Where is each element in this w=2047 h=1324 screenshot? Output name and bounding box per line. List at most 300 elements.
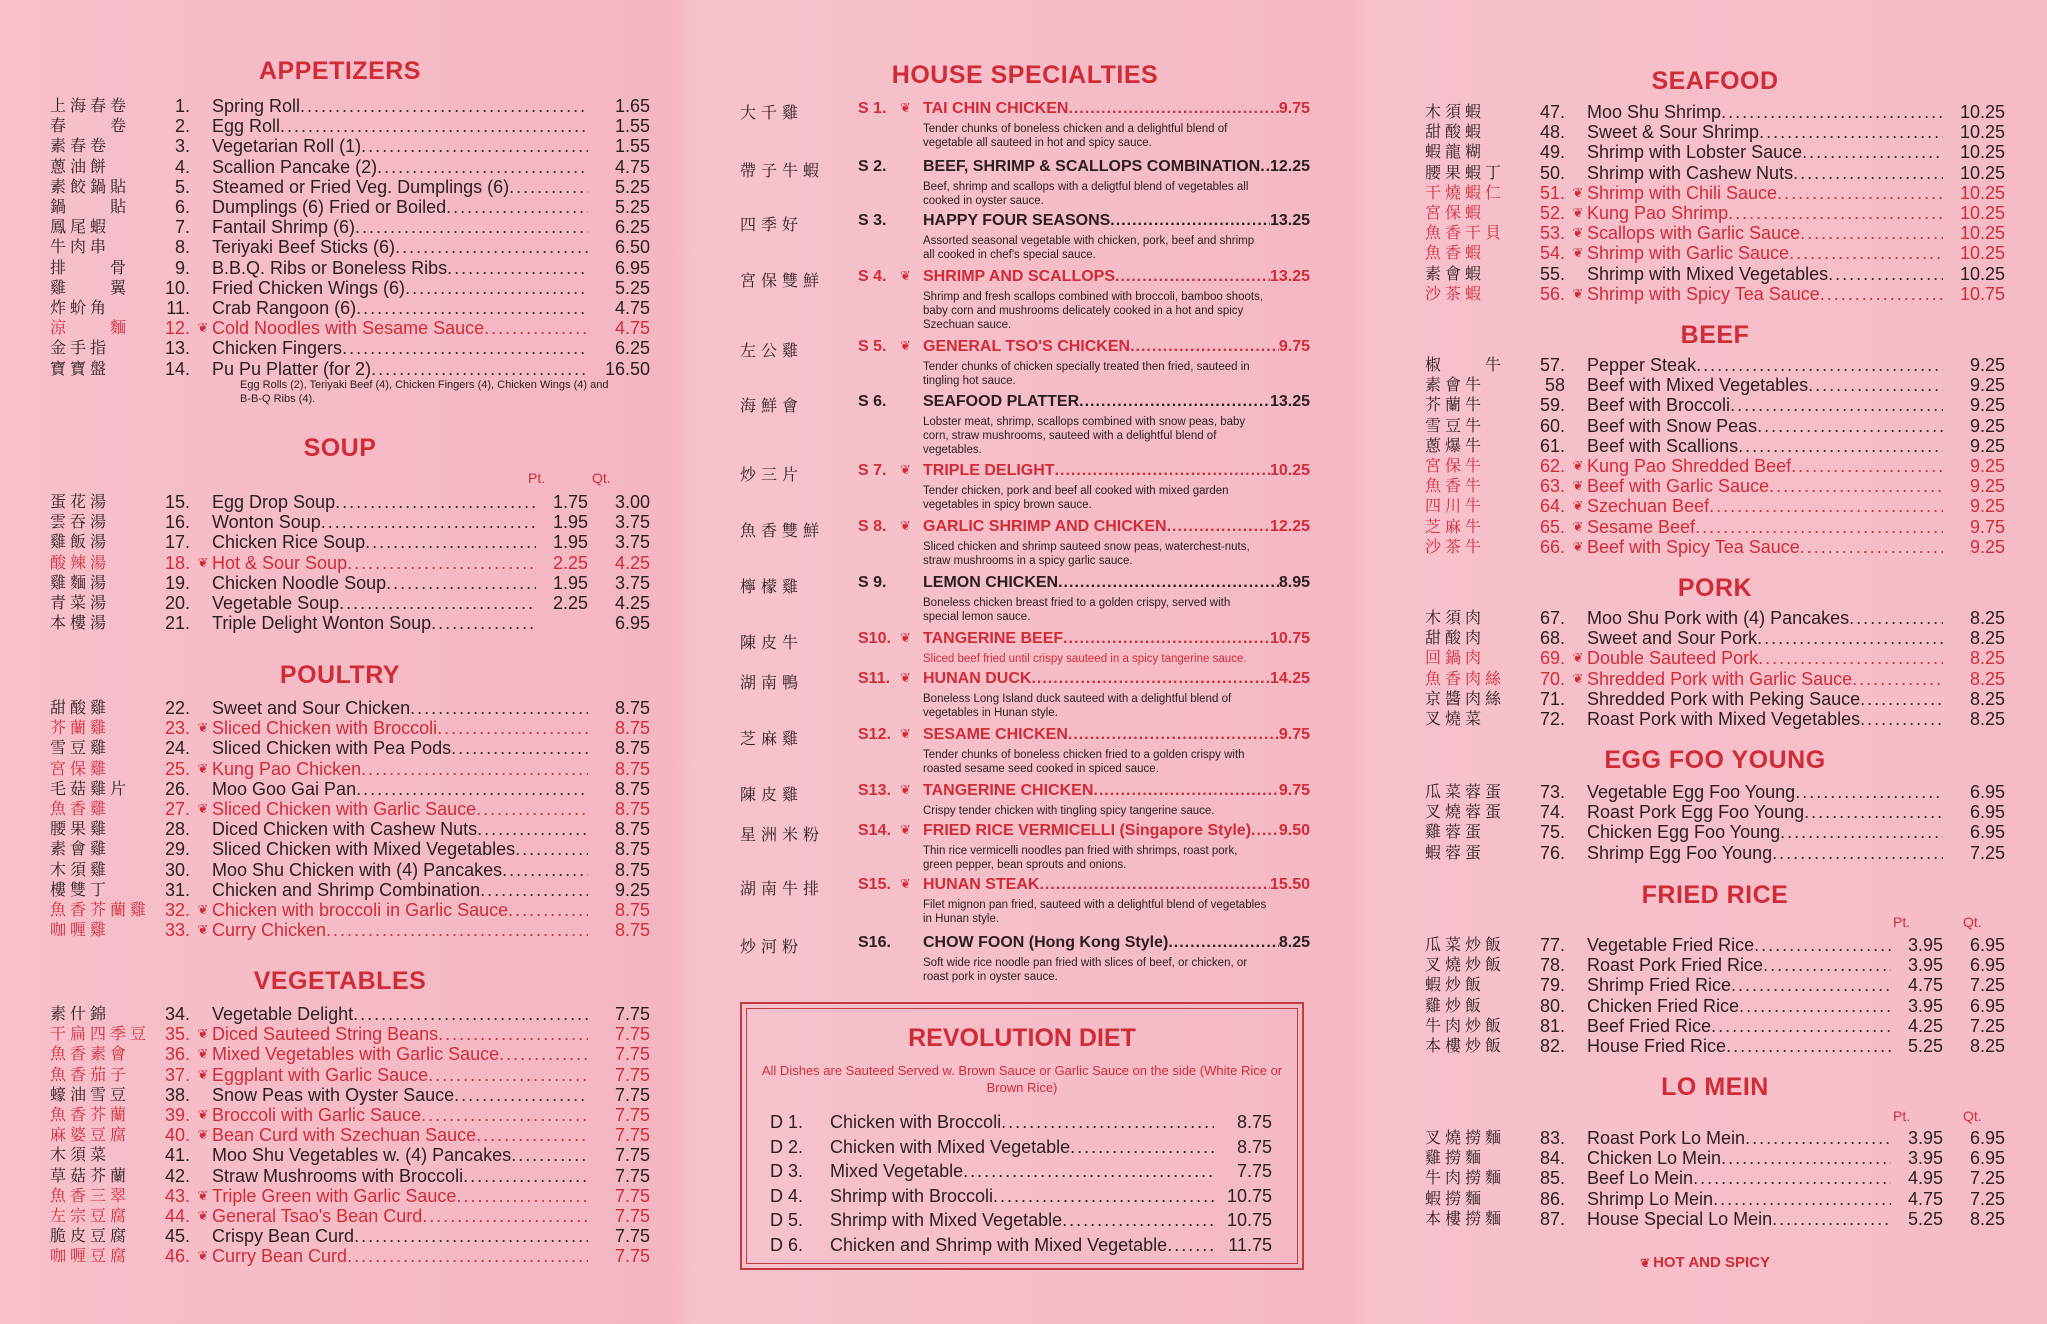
menu-item-row: [50, 738, 650, 758]
item-price: 7.75: [614, 1145, 650, 1166]
specialty-price: 9.75: [1278, 782, 1310, 799]
menu-item-row: [1425, 843, 2005, 863]
item-name: Vegetable Fried Rice: [1587, 935, 1755, 955]
quart-price: 6.95: [1969, 1148, 2005, 1169]
item-price: 8.75: [614, 698, 650, 718]
chinese-name: 芝麻牛: [1425, 516, 1486, 536]
item-price: 10.25: [1959, 243, 2005, 264]
menu-item-row: [1425, 163, 2005, 183]
item-name: Chicken with broccoli in Garlic Sauce: [212, 900, 509, 920]
item-price: 7.75: [614, 1044, 650, 1065]
specialty-description: Tender chunks of boneless chicken and a delightful blend of vegetable all sauteed in hot and spicy sauce.: [923, 123, 1228, 149]
diet-name: Shrimp with Broccoli: [830, 1185, 994, 1206]
chinese-name: 檸檬雞: [740, 577, 804, 596]
dot-leader: [509, 177, 588, 197]
item-price: 10.25: [1959, 263, 2005, 284]
item-number: 51.: [1539, 182, 1565, 203]
item-number: 38.: [164, 1084, 190, 1105]
chinese-name: 甜酸雞: [50, 698, 111, 717]
chinese-name: 左公雞: [740, 341, 804, 360]
item-name: Dumplings (6) Fried or Boiled: [212, 197, 447, 217]
menu-item-row: [50, 157, 650, 177]
specialty-description: Boneless chicken breast fried to a golden crispy, served with special lemon sauce.: [923, 597, 1231, 623]
chinese-name: 瓜菜炒飯: [1425, 935, 1506, 954]
pint-price: 4.25: [1907, 1015, 1943, 1036]
menu-item-row: [1425, 476, 2005, 496]
diet-code: D 1.: [770, 1112, 804, 1132]
item-name: Pu Pu Platter (for 2): [212, 358, 372, 379]
item-name: Vegetable Soup: [212, 593, 340, 613]
specialty-price: 8.25: [1278, 934, 1310, 951]
item-price: 8.75: [614, 738, 650, 759]
item-number: 13.: [164, 338, 190, 359]
specialty-name-line: [923, 782, 1310, 800]
item-name: Double Sauteed Pork: [1587, 648, 1759, 669]
item-number: 43.: [164, 1185, 190, 1206]
pepper-icon: [194, 839, 212, 859]
item-price: 10.25: [1959, 182, 2005, 203]
pepper-icon: ❦: [197, 320, 209, 336]
item-number: 19.: [164, 572, 190, 593]
pint-price: 2.25: [552, 593, 588, 613]
dot-leader: [353, 1004, 588, 1024]
diet-item-row: [770, 1137, 1272, 1159]
specialty-description: Assorted seasonal vegetable with chicken, pork, beef and shrimp all cooked in chef's special sauce.: [923, 235, 1255, 261]
specialty-name: CHOW FOON (Hong Kong Style): [923, 934, 1169, 951]
chinese-name: 湖南牛排: [740, 879, 825, 898]
menu-item-row: [50, 1166, 650, 1186]
menu-item-row: [50, 920, 650, 940]
pepper-icon: [1569, 935, 1587, 955]
item-name: Roast Pork Fried Rice: [1587, 955, 1764, 976]
chinese-name: 陳皮雞: [740, 785, 804, 804]
item-name: Sesame Beef: [1587, 516, 1696, 537]
item-name: Chicken and Shrimp Combination: [212, 879, 481, 900]
item-price: 9.25: [1969, 456, 2005, 476]
dot-leader: [1791, 456, 1943, 476]
pepper-icon: [1569, 1209, 1587, 1229]
item-price: 8.25: [1969, 668, 2005, 689]
pepper-icon: ❦: [1640, 1256, 1651, 1270]
item-number: 86.: [1539, 1188, 1565, 1209]
menu-item-row: [1425, 264, 2005, 284]
specialty-name: SESAME CHICKEN: [923, 726, 1068, 743]
quart-price: 8.25: [1969, 1036, 2005, 1056]
quart-price: 6.95: [1969, 995, 2005, 1016]
chinese-name: 金手指: [50, 338, 111, 358]
specialty-number: S14.: [858, 822, 891, 839]
item-price: 7.75: [614, 1004, 650, 1024]
item-price: 10.25: [1959, 162, 2005, 183]
pepper-icon: [194, 779, 212, 799]
item-price: 4.75: [614, 156, 650, 177]
chinese-name: 寶寶盤: [50, 358, 111, 378]
item-name: Eggplant with Garlic Sauce: [212, 1064, 429, 1085]
chinese-name: 雞飯湯: [50, 532, 111, 552]
item-price: 6.95: [614, 257, 650, 278]
pepper-icon: [1569, 1189, 1587, 1209]
pint-price: 3.95: [1907, 935, 1943, 955]
item-price: 8.75: [614, 718, 650, 739]
pint-price: 3.95: [1907, 1128, 1943, 1148]
soup-pt-label: Pt.: [528, 470, 546, 486]
item-number: 28.: [164, 819, 190, 840]
dot-leader: [405, 278, 588, 298]
specialty-number: S 6.: [858, 393, 887, 410]
item-number: 64.: [1539, 496, 1565, 517]
specialty-name-line: [923, 462, 1310, 480]
dot-leader: [447, 258, 588, 278]
item-price: 16.50: [604, 358, 650, 379]
chinese-name: 木須蝦: [1425, 102, 1486, 121]
pepper-icon: [1569, 955, 1587, 975]
diet-name: Mixed Vegetable: [830, 1161, 964, 1181]
item-number: 17.: [164, 532, 190, 553]
dot-leader: [1721, 102, 1943, 122]
item-name: Scallops with Garlic Sauce: [1587, 223, 1801, 244]
item-number: 78.: [1539, 955, 1565, 976]
specialty-price: 9.50: [1278, 822, 1310, 839]
item-name: Vegetable Egg Foo Young: [1587, 782, 1796, 802]
item-price: 10.25: [1959, 203, 2005, 223]
item-price: 7.75: [614, 1246, 650, 1267]
chinese-name: 木須肉: [1425, 608, 1486, 627]
menu-item-row: [50, 197, 650, 217]
specialty-name-line: [923, 822, 1310, 840]
item-number: 65.: [1539, 516, 1565, 537]
quart-price: 4.25: [614, 593, 650, 613]
dot-leader: [386, 573, 536, 593]
chinese-name: 鍋 貼: [50, 197, 131, 216]
chinese-name: 草菇芥蘭: [50, 1165, 131, 1185]
item-name: B.B.Q. Ribs or Boneless Ribs: [212, 257, 448, 278]
item-price: 4.75: [614, 298, 650, 318]
quart-price: 7.25: [1969, 1015, 2005, 1036]
chinese-name: 素會雞: [50, 839, 111, 859]
pepper-icon: [1569, 163, 1587, 183]
egg-foo-young-heading: EGG FOO YOUNG: [1604, 746, 1826, 774]
dot-leader: [484, 318, 588, 338]
pepper-icon: [194, 359, 212, 379]
dot-leader: [1820, 284, 1943, 304]
soup-qt-label: Qt.: [592, 470, 611, 486]
pepper-icon: ❦: [197, 1127, 209, 1143]
dot-leader: [355, 217, 588, 237]
item-name: Sliced Chicken with Garlic Sauce: [212, 799, 477, 819]
chinese-name: 左宗豆腐: [50, 1206, 131, 1225]
pint-price: 5.25: [1907, 1208, 1943, 1229]
item-name: Roast Pork with Mixed Vegetables: [1587, 709, 1861, 729]
chinese-name: 炒三片: [740, 465, 804, 484]
item-number: 36.: [164, 1044, 190, 1065]
dot-leader: [1115, 268, 1270, 286]
dot-leader: [280, 116, 588, 136]
item-price: 7.75: [614, 1024, 650, 1045]
pepper-icon: ❦: [900, 100, 911, 115]
pepper-icon: [1569, 122, 1587, 142]
dot-leader: [1167, 1235, 1214, 1257]
item-name: Shrimp with Garlic Sauce: [1587, 243, 1790, 264]
menu-item-row: [50, 512, 650, 532]
specialty-price: 10.75: [1269, 630, 1310, 647]
menu-item-row: [50, 779, 650, 799]
menu-item-row: [50, 799, 650, 819]
dot-leader: [1852, 669, 1943, 689]
pepper-icon: [1569, 395, 1587, 415]
diet-item-row: [770, 1112, 1272, 1134]
dot-leader: [480, 880, 588, 900]
item-name: Mixed Vegetables with Garlic Sauce: [212, 1044, 500, 1065]
chinese-name: 叉燒炒飯: [1425, 955, 1506, 975]
specialty-number: S15.: [858, 876, 891, 893]
item-price: 9.25: [1969, 496, 2005, 517]
chinese-name: 回鍋肉: [1425, 648, 1486, 668]
chinese-name: 雞炒飯: [1425, 995, 1486, 1015]
menu-item-row: [50, 698, 650, 718]
pepper-icon: [1569, 142, 1587, 162]
specialty-name: TAI CHIN CHICKEN: [923, 100, 1069, 117]
dot-leader: [1696, 355, 1943, 375]
item-number: 79.: [1539, 975, 1565, 996]
item-price: 8.75: [614, 819, 650, 840]
chinese-name: 甜酸蝦: [1425, 122, 1486, 142]
item-price: 8.75: [614, 778, 650, 799]
specialty-name: TANGERINE BEEF: [923, 630, 1064, 647]
specialty-description: Thin rice vermicelli noodles pan fried with shrimps, roast pork, green pepper, bean sprouts and onions.: [923, 845, 1238, 871]
quart-price: 6.95: [614, 613, 650, 634]
menu-item-row: [50, 1125, 650, 1145]
chinese-name: 牛肉串: [50, 237, 111, 257]
dot-leader: [446, 197, 588, 217]
chinese-name: 排 骨: [50, 257, 131, 277]
pint-price: 1.95: [552, 512, 588, 533]
specialty-number: S 3.: [858, 212, 887, 229]
menu-item-row: [50, 1226, 650, 1246]
specialty-name-line: [923, 934, 1310, 952]
diet-item-row: [770, 1235, 1272, 1257]
pepper-icon: [194, 197, 212, 217]
specialty-name: HUNAN DUCK: [923, 670, 1032, 687]
chinese-name: 木須菜: [50, 1145, 111, 1165]
item-name: Shrimp Egg Foo Young: [1587, 842, 1773, 863]
item-name: Diced Sauteed String Beans: [212, 1024, 439, 1045]
item-name: Shrimp Fried Rice: [1587, 975, 1732, 996]
fried-rice-pt-label: Pt.: [1893, 914, 1911, 930]
dot-leader: [1772, 1209, 1891, 1229]
pepper-icon: [1569, 608, 1587, 628]
dot-leader: [1793, 163, 1943, 183]
item-price: 7.75: [614, 1125, 650, 1146]
chinese-name: 素會牛: [1425, 375, 1486, 395]
chinese-name: 魚香蝦: [1425, 243, 1486, 263]
item-price: 8.25: [1969, 608, 2005, 628]
lo-mein-pt-label: Pt.: [1893, 1108, 1911, 1124]
dot-leader: [1800, 223, 1943, 243]
chinese-name: 牛肉撈麵: [1425, 1168, 1506, 1188]
specialty-number: S 2.: [858, 158, 887, 175]
item-name: Steamed or Fried Veg. Dumplings (6): [212, 176, 510, 197]
dot-leader: [1130, 338, 1279, 356]
pepper-icon: ❦: [1572, 205, 1584, 220]
dot-leader: [342, 338, 588, 358]
dot-leader: [1721, 1148, 1891, 1168]
quart-price: 6.95: [1969, 955, 2005, 976]
item-price: 1.65: [614, 96, 650, 116]
chinese-name: 瓜菜蓉蛋: [1425, 782, 1506, 801]
item-price: 6.95: [1969, 802, 2005, 823]
chinese-name: 魚香芥蘭: [50, 1105, 131, 1124]
menu-item-row: [50, 1065, 650, 1085]
chinese-name: 湖南鴨: [740, 673, 804, 692]
chinese-name: 魚香肉絲: [1425, 668, 1506, 688]
item-number: 60.: [1539, 415, 1565, 436]
menu-item-row: [1425, 1148, 2005, 1168]
pepper-icon: [194, 512, 212, 532]
item-number: 42.: [164, 1165, 190, 1186]
chinese-name: 蛋花湯: [50, 492, 111, 511]
menu-item-row: [50, 613, 650, 633]
dot-leader: [511, 1145, 588, 1165]
item-price: 8.75: [614, 799, 650, 819]
specialty-name: FRIED RICE VERMICELLI (Singapore Style): [923, 822, 1252, 839]
dot-leader: [476, 799, 588, 819]
quart-price: 6.95: [1969, 935, 2005, 955]
diet-price: 10.75: [1226, 1210, 1272, 1230]
item-price: 10.25: [1959, 102, 2005, 122]
item-name: Crab Rangoon (6): [212, 298, 357, 318]
specialty-name-line: [923, 574, 1310, 592]
item-name: Shrimp with Chili Sauce: [1587, 182, 1778, 203]
specialty-number: S16.: [858, 934, 891, 951]
dot-leader: [1726, 1036, 1891, 1056]
fried-rice-heading: FRIED RICE: [1641, 881, 1789, 909]
item-name: Sweet & Sour Shrimp: [1587, 122, 1760, 143]
right-panel: [1425, 0, 2005, 1324]
chinese-name: 宮保雙鮮: [740, 271, 825, 290]
item-number: 71.: [1539, 688, 1565, 709]
chinese-name: 叉燒蓉蛋: [1425, 802, 1506, 822]
item-price: 7.75: [614, 1105, 650, 1125]
dot-leader: [1780, 822, 1943, 842]
chinese-name: 樓雙丁: [50, 879, 111, 899]
item-price: 7.25: [1969, 842, 2005, 863]
pepper-icon: [194, 1085, 212, 1105]
item-name: Chicken Fried Rice: [1587, 995, 1740, 1016]
chinese-name: 素會蝦: [1425, 263, 1486, 283]
item-number: 74.: [1539, 802, 1565, 823]
dot-leader: [1062, 1210, 1214, 1232]
pint-price: 3.95: [1907, 955, 1943, 976]
item-name: Scallion Pancake (2): [212, 156, 378, 177]
pepper-icon: ❦: [197, 922, 209, 938]
dot-leader: [1800, 537, 1943, 557]
pepper-icon: ❦: [1572, 225, 1584, 241]
menu-item-row: [1425, 537, 2005, 557]
chinese-name: 咖喱雞: [50, 920, 111, 940]
house-specialties-heading: HOUSE SPECIALTIES: [891, 61, 1159, 89]
diet-item-row: [770, 1210, 1272, 1232]
item-price: 10.25: [1959, 223, 2005, 244]
menu-item-row: [1425, 1016, 2005, 1036]
item-name: Shrimp with Cashew Nuts: [1587, 162, 1794, 183]
item-number: 67.: [1539, 608, 1565, 628]
menu-item-row: [50, 573, 650, 593]
item-number: 57.: [1539, 355, 1565, 375]
dot-leader: [339, 593, 536, 613]
item-number: 77.: [1539, 935, 1565, 955]
dot-leader: [1055, 462, 1270, 480]
item-name: Roast Pork Egg Foo Young: [1587, 802, 1805, 823]
pepper-icon: ❦: [1572, 498, 1584, 514]
menu-item-row: [1425, 802, 2005, 822]
chinese-name: 海鮮會: [740, 396, 804, 415]
specialty-description: Filet mignon pan fried, sauteed with a delightful blend of vegetables in Hunan style.: [923, 899, 1267, 925]
diet-code: D 4.: [770, 1185, 804, 1206]
specialty-name: BEEF, SHRIMP & SCALLOPS COMBINATION: [923, 158, 1261, 175]
menu-item-row: [1425, 142, 2005, 162]
item-number: 1.: [174, 96, 190, 116]
chinese-name: 叉燒撈麵: [1425, 1128, 1506, 1147]
chinese-name: 芥蘭牛: [1425, 395, 1486, 415]
dot-leader: [993, 1186, 1214, 1208]
quart-price: 7.25: [1969, 975, 2005, 996]
dot-leader: [431, 613, 536, 633]
item-number: 55.: [1539, 263, 1565, 284]
item-number: 27.: [164, 799, 190, 819]
dot-leader: [300, 96, 588, 116]
specialty-name-line: [923, 268, 1310, 286]
menu-item-row: [1425, 648, 2005, 668]
chinese-name: 蝦撈麵: [1425, 1188, 1486, 1208]
specialty-number: S 4.: [858, 268, 887, 285]
menu-item-row: [1425, 355, 2005, 375]
specialty-price: 14.25: [1269, 670, 1310, 687]
pepper-icon: [194, 860, 212, 880]
pepper-icon: [194, 278, 212, 298]
dot-leader: [1695, 517, 1943, 537]
pepper-icon: [1569, 628, 1587, 648]
item-price: 9.75: [1969, 516, 2005, 537]
item-name: Szechuan Beef: [1587, 496, 1710, 517]
specialty-name-line: [923, 338, 1310, 356]
menu-item-row: [1425, 935, 2005, 955]
chinese-name: 雪豆牛: [1425, 415, 1486, 435]
item-price: 1.55: [614, 116, 650, 137]
pepper-icon: ❦: [900, 670, 911, 685]
dot-leader: [361, 136, 588, 156]
item-number: 85.: [1539, 1168, 1565, 1189]
chinese-name: 宮保雞: [50, 758, 111, 778]
dot-leader: [1802, 142, 1943, 162]
pint-price: 2.25: [552, 552, 588, 573]
pepper-icon: [194, 157, 212, 177]
dot-leader: [347, 1246, 588, 1266]
item-number: 26.: [164, 778, 190, 799]
item-name: Sliced Chicken with Pea Pods: [212, 738, 452, 759]
item-price: 10.25: [1959, 122, 2005, 143]
item-name: Moo Shu Pork with (4) Pancakes: [1587, 608, 1850, 628]
lo-mein-heading: LO MEIN: [1661, 1073, 1769, 1101]
item-number: 16.: [164, 512, 190, 533]
item-name: House Fried Rice: [1587, 1036, 1727, 1056]
item-price: 6.50: [614, 237, 650, 258]
specialty-name: LEMON CHICKEN: [923, 574, 1059, 591]
item-name: Moo Shu Shrimp: [1587, 102, 1722, 122]
pepper-icon: [1569, 709, 1587, 729]
quart-price: 3.00: [614, 492, 650, 512]
item-number: 18.: [164, 552, 190, 573]
menu-item-row: [50, 1246, 650, 1266]
